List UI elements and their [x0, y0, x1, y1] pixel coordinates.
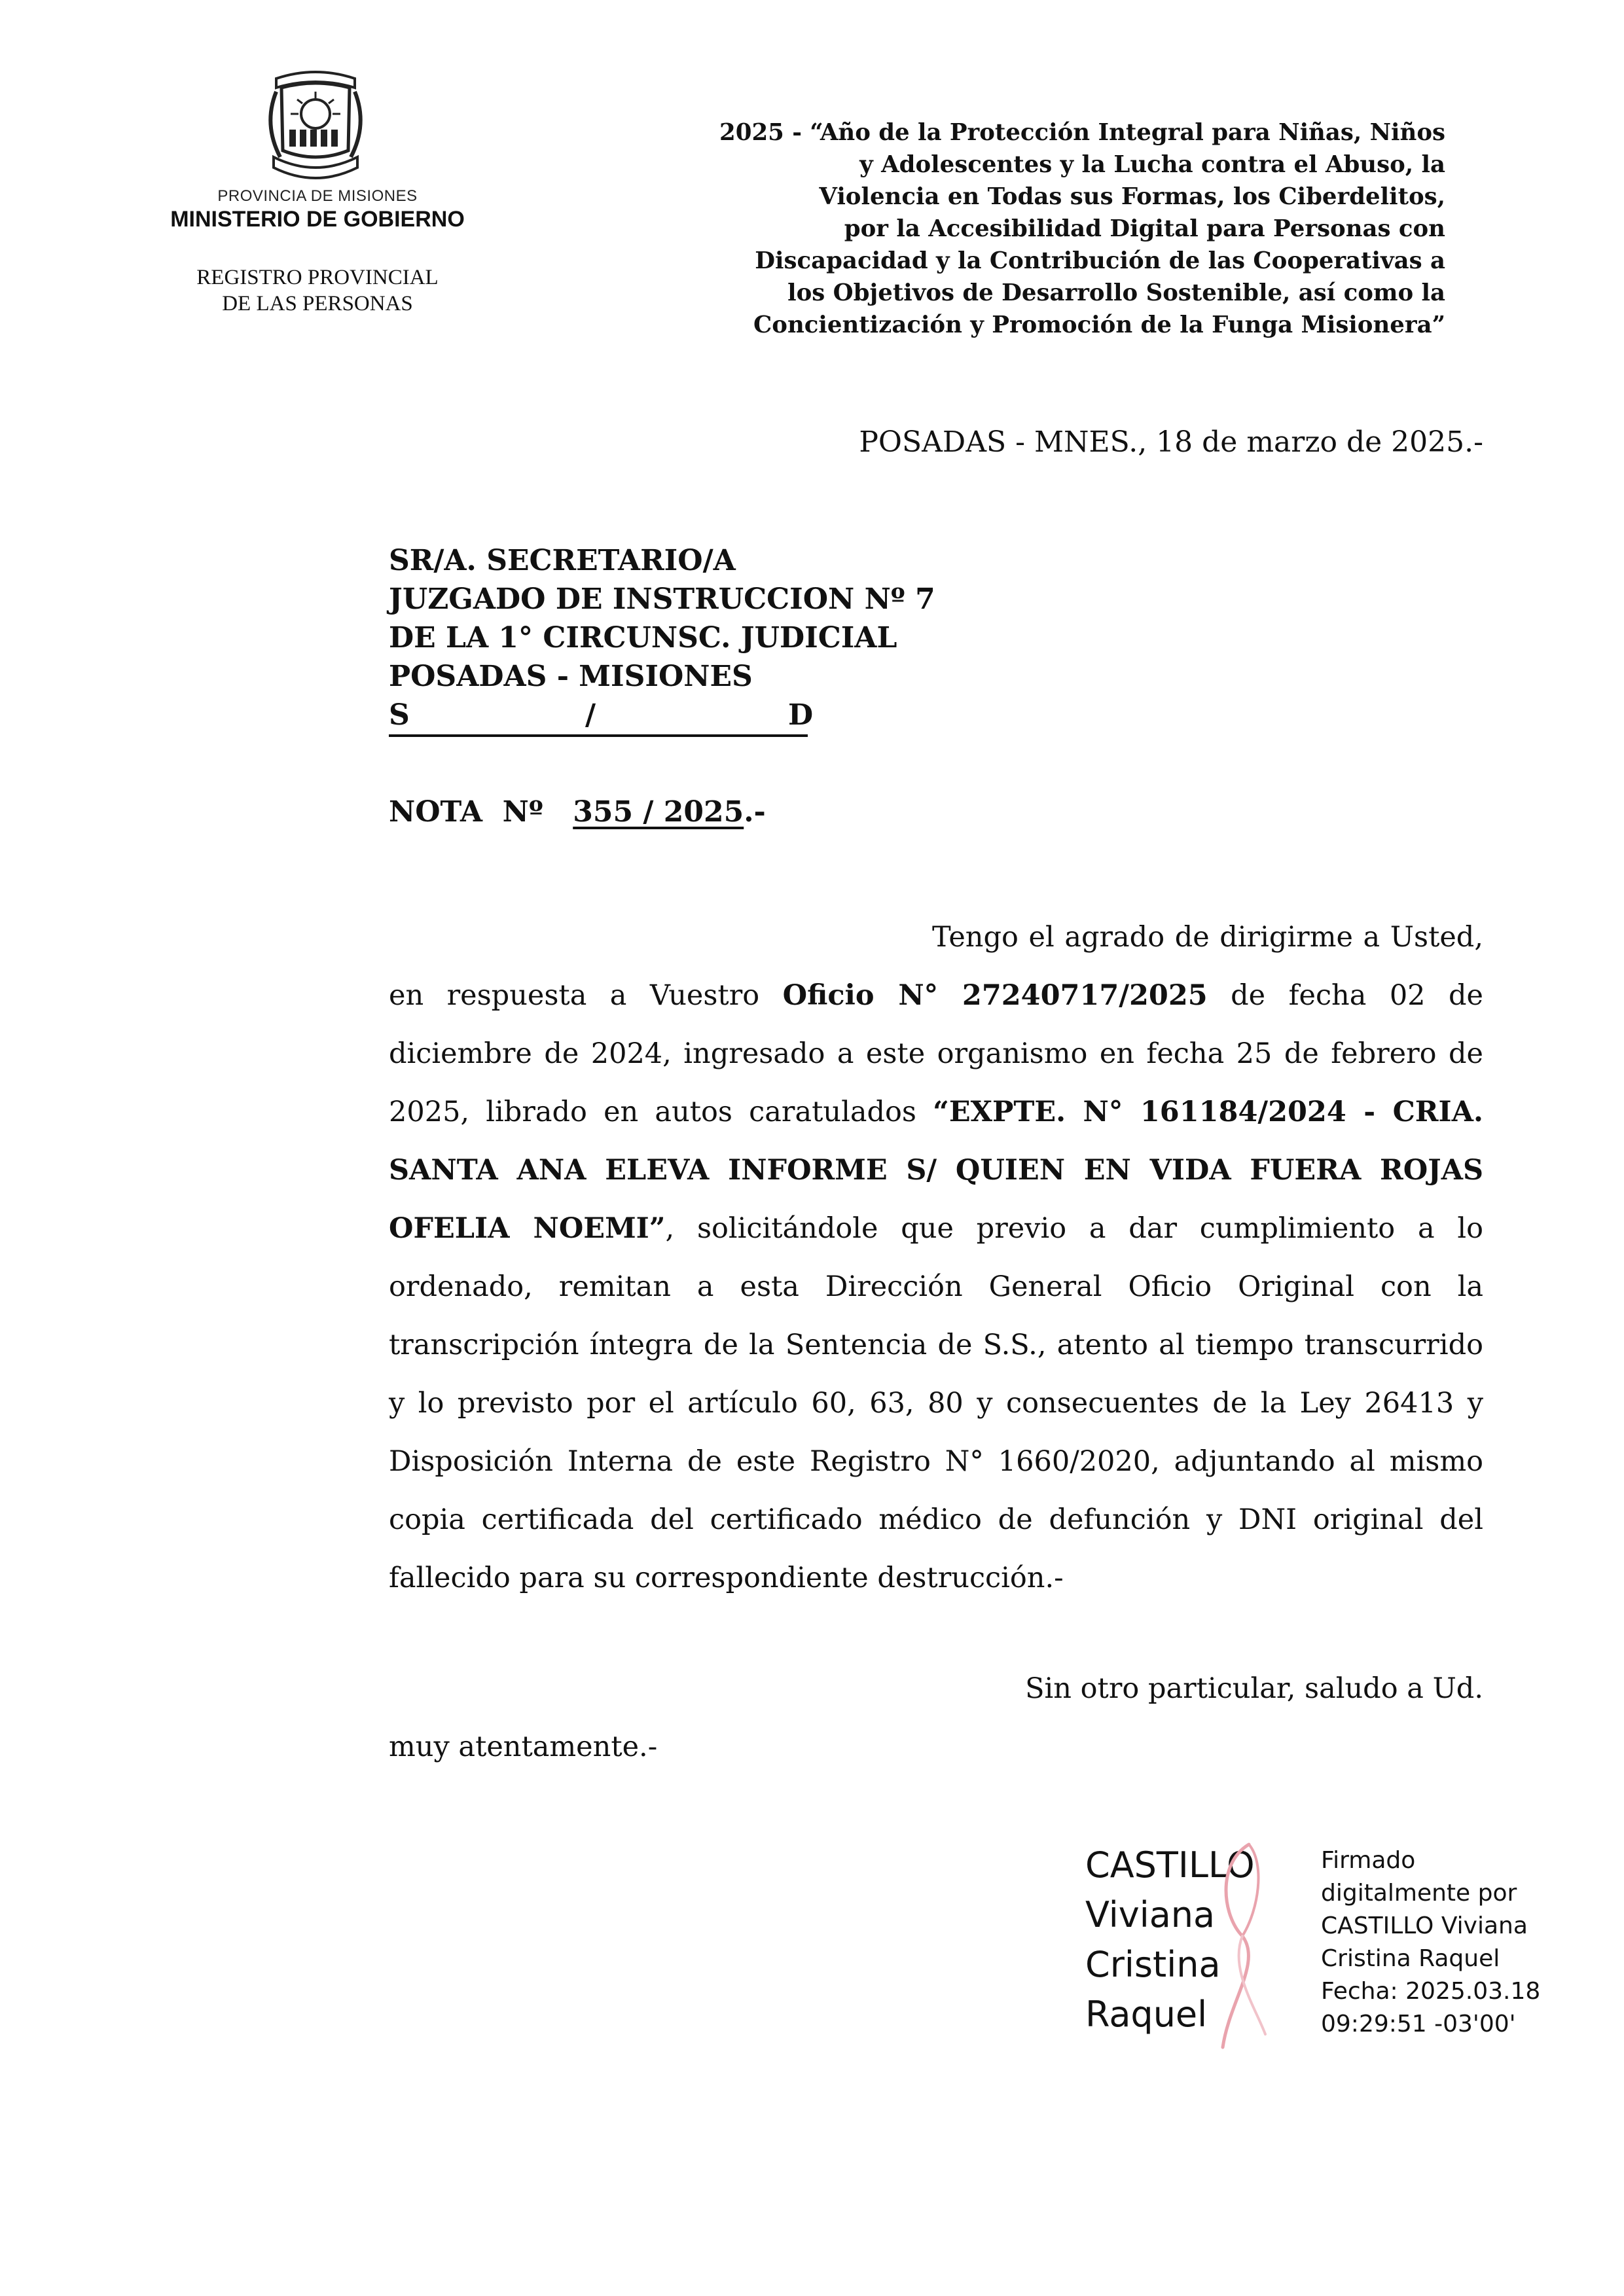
motto-line: Violencia en Todas sus Formas, los Ciberdelitos,	[819, 183, 1445, 210]
signer-name-line: Cristina	[1085, 1944, 1221, 1985]
addressee-line: POSADAS - MISIONES	[389, 660, 753, 693]
nota-value: 355 / 2025	[573, 795, 744, 829]
addressee-line: SR/A. SECRETARIO/A	[389, 544, 736, 577]
oficio-reference: Oficio N° 27240717/2025	[782, 979, 1208, 1012]
signer-name-line: Viviana	[1085, 1894, 1216, 1935]
closing-line: muy atentamente.-	[389, 1731, 658, 1763]
ministry-name: MINISTERIO DE GOBIERNO	[170, 207, 465, 232]
motto-line: Discapacidad y la Contribución de las Cooperativas a	[755, 247, 1445, 274]
addressee-block	[389, 541, 1043, 737]
signature-detail-line: digitalmente por	[1321, 1880, 1517, 1907]
signature-details	[1321, 1844, 1540, 2041]
year-motto	[628, 117, 1445, 341]
body-text-b: de fecha 02 de diciembre de 2024, ingresado a este organismo en fecha 25 de febrero de 2025, librado en autos caratulados	[389, 979, 1483, 1128]
motto-line: por la Accesibilidad Digital para Personas con	[844, 215, 1445, 242]
province-name: PROVINCIA DE MISIONES	[217, 187, 418, 205]
registry-name-line2: DE LAS PERSONAS	[222, 292, 413, 315]
motto-line: y Adolescentes y la Lucha contra el Abuso, la	[859, 151, 1445, 178]
signature-detail-line: Firmado	[1321, 1847, 1416, 1874]
signature-detail-line: CASTILLO Viviana	[1321, 1912, 1528, 1939]
closing-block	[389, 1660, 1483, 1776]
signature-detail-line: 09:29:51 -03'00'	[1321, 2011, 1516, 2037]
closing-line: Sin otro particular, saludo a Ud.	[1025, 1672, 1483, 1705]
signature-ribbon-icon	[1203, 1838, 1275, 2054]
motto-line: Concientización y Promoción de la Funga Misionera”	[753, 312, 1445, 338]
sd-d: D	[788, 698, 814, 732]
signer-name-line: Raquel	[1085, 1994, 1208, 2035]
sd-line	[389, 696, 814, 737]
nota-suffix: .-	[744, 795, 766, 829]
expediente-title: “EXPTE. N° 161184/2024 - CRIA. SANTA ANA ELEVA INFORME S/ QUIEN EN VIDA FUERA ROJAS OFELIA NOEMI”	[389, 1096, 1483, 1245]
addressee-line: DE LA 1° CIRCUNSC. JUDICIAL	[389, 621, 897, 655]
motto-line: los Objetivos de Desarrollo Sostenible, así como la	[787, 279, 1445, 306]
registry-name-line1: REGISTRO PROVINCIAL	[196, 266, 439, 289]
body-text-c: , solicitándole que previo a dar cumplimiento a lo ordenado, remitan a esta Dirección General Oficio Original con la transcripción íntegra de la Sentencia de S.S., atento al tiempo transcurrido y lo previsto por el artículo 60, 63, 80 y consecuentes de la Ley 26413 y Disposición Interna de este Registro N° 1660/2020, adjuntando al mismo copia certificada del certificado médico de defunción y DNI original del fallecido para su correspondiente destrucción.-	[389, 1212, 1483, 1594]
nota-number	[389, 795, 766, 829]
body-paragraph	[389, 908, 1483, 1607]
signature-detail-line: Fecha: 2025.03.18	[1321, 1978, 1541, 2005]
signature-detail-line: Cristina Raquel	[1321, 1945, 1500, 1972]
coat-of-arms-icon	[250, 65, 381, 182]
sd-s: S	[389, 698, 410, 732]
motto-line: 2025 - “Año de la Protección Integral para Niñas, Niños	[719, 119, 1445, 146]
signer-name-line: CASTILLO	[1085, 1844, 1255, 1886]
sd-slash: /	[585, 698, 596, 732]
date-line: POSADAS - MNES., 18 de marzo de 2025.-	[859, 425, 1483, 459]
nota-label: NOTA Nº	[389, 795, 543, 829]
addressee-line: JUZGADO DE INSTRUCCION Nº 7	[389, 583, 935, 616]
body-text-a: Tengo el agrado de dirigirme a Usted, en respuesta a Vuestro	[389, 921, 1483, 1012]
